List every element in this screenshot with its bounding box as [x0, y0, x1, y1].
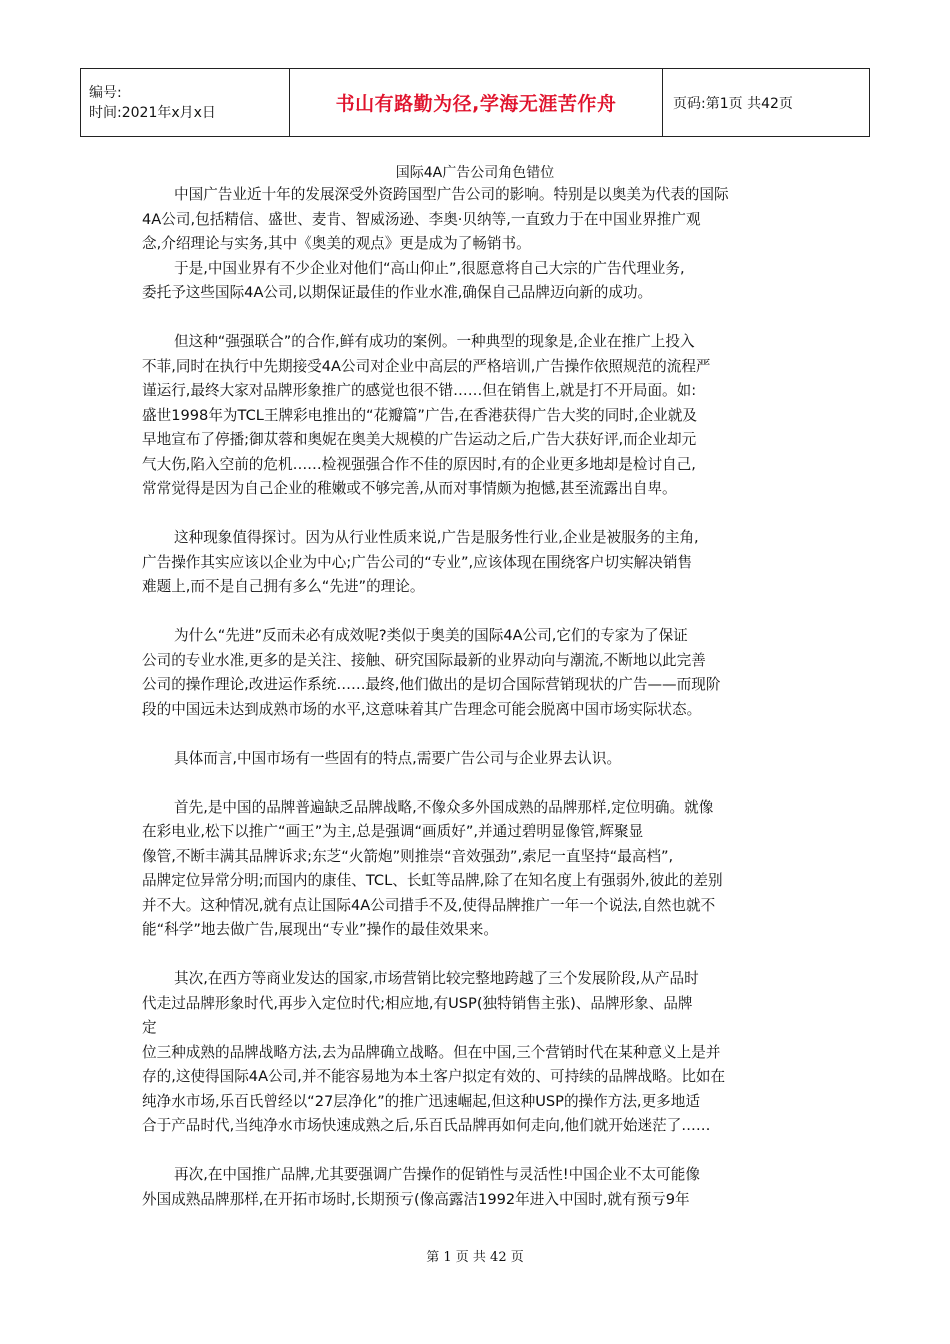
text-line: 再次,在中国推广品牌,尤其要强调广告操作的促销性与灵活性!中国企业不太可能像	[174, 1166, 700, 1183]
text-line: 具体而言,中国市场有一些固有的特点,需要广告公司与企业界去认识。	[174, 749, 622, 767]
article-body	[142, 183, 814, 1212]
number-label: 编号:	[89, 84, 122, 101]
paragraph	[142, 967, 814, 1139]
text-line: 早地宣布了停播;御苁蓉和奥妮在奥美大规模的广告运动之后,广告大获好评,而企业却元	[142, 431, 697, 448]
text-line: 首先,是中国的品牌普遍缺乏品牌战略,不像众多外国成熟的品牌那样,定位明确。就像	[174, 798, 714, 816]
text-line: 纯净水市场,乐百氏曾经以“27层净化”的推广迅速崛起,但这种USP的操作方法,更多地适	[142, 1092, 700, 1110]
text-line: 广告操作其实应该以企业为中心;广告公司的“专业”,应该体现在围绕客户切实解决销售	[142, 553, 693, 571]
text-line: 品牌定位异常分明;而国内的康佳、TCL、长虹等品牌,除了在知名度上有强弱外,彼此的差别	[142, 872, 723, 889]
text-line: 为什么“先进”反而未必有成效呢?类似于奥美的国际4A公司,它们的专家为了保证	[174, 627, 688, 644]
text-line: 在彩电业,松下以推广“画王”为主,总是强调“画质好”,并通过碧明显像管,辉聚显	[142, 823, 644, 840]
text-line: 位三种成熟的品牌战略方法,去为品牌确立战略。但在中国,三个营销时代在某种意义上是并	[142, 1043, 721, 1061]
text-line: 4A公司,包括精信、盛世、麦肯、智威汤逊、李奥·贝纳等,一直致力于在中国业界推广观	[142, 210, 701, 228]
text-line: 这种现象值得探讨。因为从行业性质来说,广告是服务性行业,企业是被服务的主角,	[174, 529, 699, 546]
text-line: 于是,中国业界有不少企业对他们“高山仰止”,很愿意将自己大宗的广告代理业务,	[174, 259, 685, 277]
paragraph	[142, 747, 814, 772]
paragraph	[142, 796, 814, 943]
text-line: 盛世1998年为TCL王牌彩电推出的“花瓣篇”广告,在香港获得广告大奖的同时,企业就及	[142, 406, 697, 424]
text-line: 代走过品牌形象时代,再步入定位时代;相应地,有USP(独特销售主张)、品牌形象、品牌	[142, 994, 693, 1012]
text-line: 中国广告业近十年的发展深受外资跨国型广告公司的影响。特别是以奥美为代表的国际	[174, 186, 729, 203]
text-line: 公司的专业水准,更多的是关注、接触、研究国际最新的业界动向与潮流,不断地以此完善	[142, 651, 706, 669]
text-line: 但这种“强强联合”的合作,鲜有成功的案例。一种典型的现象是,企业在推广上投入	[174, 333, 695, 350]
text-line: 谨运行,最终大家对品牌形象推广的感觉也很不错……但在销售上,就是打不开局面。如:	[142, 382, 697, 399]
text-line: 委托予这些国际4A公司,以期保证最佳的作业水准,确保自己品牌迈向新的成功。	[142, 284, 653, 301]
text-line: 并不大。这种情况,就有点让国际4A公司措手不及,使得品牌推广一年一个说法,自然也就不	[142, 896, 716, 914]
text-line: 能“科学”地去做广告,展现出“专业”操作的最佳效果来。	[142, 921, 498, 938]
paragraph	[142, 526, 814, 600]
text-line: 像管,不断丰满其品牌诉求;东芝“火箭炮”则推崇“音效强劲”,索尼一直坚持“最高档”,	[142, 847, 674, 865]
text-line: 合于产品时代,当纯净水市场快速成熟之后,乐百氏品牌再如何走向,他们就开始迷茫了……	[142, 1117, 711, 1134]
paragraph	[142, 1163, 814, 1212]
document-title: 国际4A广告公司角色错位	[395, 165, 555, 181]
text-line: 难题上,而不是自己拥有多么“先进”的理论。	[142, 578, 425, 595]
page-info: 页码:第1页 共42页	[663, 69, 870, 137]
paragraph	[142, 330, 814, 502]
text-line: 定	[142, 1019, 157, 1036]
text-line: 公司的操作理论,改进运作系统……最终,他们做出的是切合国际营销现状的广告——而现阶	[142, 676, 721, 693]
paragraph	[142, 624, 814, 722]
paragraph	[142, 183, 814, 257]
text-line: 存的,这使得国际4A公司,并不能容易地为本土客户拟定有效的、可持续的品牌战略。比如在	[142, 1068, 726, 1085]
time-label: 时间:2021年x月x日	[89, 104, 216, 121]
text-line: 念,介绍理论与实务,其中《奥美的观点》更是成为了畅销书。	[142, 235, 531, 252]
text-line: 不菲,同时在执行中先期接受4A公司对企业中高层的严格培训,广告操作依照规范的流程严	[142, 357, 711, 375]
paragraph	[142, 257, 814, 306]
motto: 书山有路勤为径,学海无涯苦作舟	[290, 69, 663, 137]
text-line: 其次,在西方等商业发达的国家,市场营销比较完整地跨越了三个发展阶段,从产品时	[174, 970, 699, 987]
page-footer: 第 1 页 共 42 页	[426, 1250, 524, 1265]
header-table	[80, 68, 870, 137]
text-line: 段的中国远未达到成熟市场的水平,这意味着其广告理念可能会脱离中国市场实际状态。	[142, 700, 702, 718]
header-meta-cell	[81, 69, 290, 137]
text-line: 常常觉得是因为自己企业的稚嫩或不够完善,从而对事情颇为抱憾,甚至流露出自卑。	[142, 480, 677, 497]
text-line: 气大伤,陷入空前的危机……检视强强合作不佳的原因时,有的企业更多地却是检讨自己,	[142, 455, 696, 473]
text-line: 外国成熟品牌那样,在开拓市场时,长期预亏(像高露洁1992年进入中国时,就有预亏9年	[142, 1190, 690, 1208]
